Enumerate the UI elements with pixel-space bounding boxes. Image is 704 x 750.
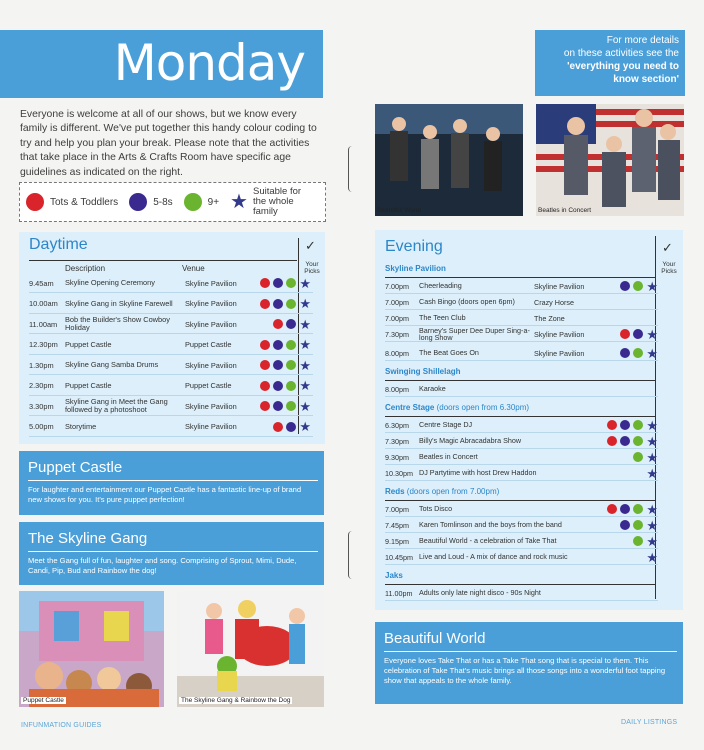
venue-cell: Skyline Pavilion bbox=[534, 281, 585, 291]
divider bbox=[385, 380, 655, 381]
venue-cell: Puppet Castle bbox=[185, 340, 232, 349]
puppet-castle-box bbox=[19, 451, 324, 515]
table-row bbox=[385, 450, 658, 465]
suitability-marks bbox=[247, 338, 313, 351]
table-row bbox=[385, 382, 658, 397]
suitability-marks bbox=[596, 419, 658, 432]
section-note: (doors open from 6.30pm) bbox=[436, 403, 530, 412]
legend-family-label: Suitable for the whole family bbox=[252, 186, 302, 217]
table-row bbox=[29, 336, 313, 355]
time-cell: 7.30pm bbox=[385, 329, 409, 339]
venue-section-heading bbox=[385, 571, 403, 580]
description-cell: Karaoke bbox=[419, 384, 446, 394]
description-cell: Cheerleading bbox=[419, 281, 462, 291]
suitability-marks bbox=[596, 535, 658, 548]
time-cell: 8.00pm bbox=[385, 348, 409, 358]
legend-tots-label: Tots & Toddlers bbox=[50, 196, 119, 208]
time-cell: 8.00pm bbox=[385, 384, 409, 394]
legend-nine bbox=[184, 193, 219, 211]
description-cell: The Beat Goes On bbox=[419, 348, 479, 358]
time-cell: 7.00pm bbox=[385, 313, 409, 323]
star-icon: ★ bbox=[646, 449, 658, 465]
details-line1: For more details bbox=[606, 35, 679, 46]
time-cell: 10.45pm bbox=[385, 552, 413, 562]
description-cell: Puppet Castle bbox=[65, 380, 112, 390]
description-cell: DJ Partytime with host Drew Haddon bbox=[419, 468, 537, 478]
red-dot-icon bbox=[273, 319, 283, 329]
venue-cell: Skyline Pavilion bbox=[534, 329, 585, 339]
purple-dot-icon bbox=[286, 422, 296, 432]
footer-right: DAILY LISTINGS bbox=[621, 719, 678, 726]
puppet-castle-photo bbox=[19, 591, 164, 707]
description-cell: Skyline Gang in Skyline Farewell bbox=[65, 298, 173, 308]
description-cell: Skyline Gang Samba Drums bbox=[65, 360, 159, 369]
table-row bbox=[385, 327, 658, 342]
green-dot-icon bbox=[286, 299, 296, 309]
green-dot-icon bbox=[286, 278, 296, 288]
section-name: Centre Stage bbox=[385, 403, 435, 412]
beatles-caption: Beatles in Concert bbox=[538, 207, 592, 214]
table-row bbox=[29, 315, 313, 334]
purple-dot-icon bbox=[273, 401, 283, 411]
section-name: Reds bbox=[385, 487, 405, 496]
divider bbox=[385, 584, 655, 585]
star-icon: ★ bbox=[299, 316, 311, 332]
suitability-marks bbox=[247, 420, 313, 433]
beautiful-world-box bbox=[375, 622, 683, 704]
description-cell: Beautiful World - a celebration of Take That bbox=[419, 536, 557, 546]
green-dot-icon bbox=[633, 348, 643, 358]
purple-dot-icon bbox=[273, 360, 283, 370]
evening-schedule bbox=[375, 230, 683, 610]
purple-dot-icon bbox=[129, 193, 147, 211]
star-icon: ★ bbox=[299, 419, 311, 434]
green-dot-icon bbox=[633, 536, 643, 546]
time-cell: 7.00pm bbox=[385, 504, 409, 514]
star-icon: ★ bbox=[646, 501, 658, 517]
checkmark-icon: ✓ bbox=[305, 238, 316, 253]
description-cell: Bob the Builder's Show Cowboy Holiday bbox=[65, 315, 170, 332]
red-dot-icon bbox=[26, 193, 44, 211]
red-dot-icon bbox=[260, 360, 270, 370]
beautiful-world-photo bbox=[375, 104, 523, 216]
divider bbox=[385, 500, 655, 501]
title-bar bbox=[0, 30, 323, 98]
puppet-castle-caption: Puppet Castle bbox=[23, 697, 64, 704]
time-cell: 11.00am bbox=[29, 319, 58, 329]
description-cell: Centre Stage DJ bbox=[419, 420, 473, 430]
purple-dot-icon bbox=[620, 281, 630, 291]
table-row bbox=[29, 295, 313, 314]
red-dot-icon bbox=[260, 401, 270, 411]
venue-cell: Skyline Pavilion bbox=[185, 299, 237, 308]
skyline-gang-box bbox=[19, 522, 324, 585]
legend-tots bbox=[26, 193, 118, 211]
description-cell: The Teen Club bbox=[419, 313, 466, 323]
section-name: Jaks bbox=[385, 571, 403, 580]
star-icon: ★ bbox=[646, 417, 658, 433]
star-icon: ★ bbox=[299, 275, 311, 291]
green-dot-icon bbox=[286, 340, 296, 350]
colour-legend bbox=[19, 182, 326, 222]
star-icon: ★ bbox=[299, 337, 311, 352]
star-icon: ★ bbox=[299, 378, 311, 393]
green-dot-icon bbox=[633, 520, 643, 530]
description-cell: Beatles in Concert bbox=[419, 452, 478, 462]
suitability-marks bbox=[596, 435, 658, 448]
skyline-gang-caption: The Skyline Gang & Rainbow the Dog bbox=[181, 697, 291, 704]
venue-cell: The Zone bbox=[534, 313, 565, 323]
star-icon: ★ bbox=[646, 533, 658, 549]
puppet-castle-text: For laughter and entertainment our Puppet Castle has a fantastic line-up of brand new shows for you. It's pure puppet perfection! bbox=[28, 485, 302, 504]
description-header: Description bbox=[65, 264, 106, 273]
table-row bbox=[385, 534, 658, 549]
time-cell: 9.45am bbox=[29, 278, 54, 288]
purple-dot-icon bbox=[620, 504, 630, 514]
time-cell: 10.00am bbox=[29, 299, 58, 308]
table-row bbox=[29, 356, 313, 375]
time-cell: 12.30pm bbox=[29, 340, 58, 349]
beatles-photo bbox=[536, 104, 684, 216]
your-picks-label: Your Picks bbox=[661, 261, 677, 275]
table-row bbox=[29, 274, 313, 293]
green-dot-icon bbox=[184, 193, 202, 211]
legend-family bbox=[230, 187, 315, 217]
green-dot-icon bbox=[633, 436, 643, 446]
suitability-marks bbox=[596, 503, 658, 516]
description-cell: Tots Disco bbox=[419, 504, 453, 514]
green-dot-icon bbox=[286, 360, 296, 370]
purple-dot-icon bbox=[620, 436, 630, 446]
red-dot-icon bbox=[607, 436, 617, 446]
red-dot-icon bbox=[260, 299, 270, 309]
table-row bbox=[385, 434, 658, 449]
venue-section-heading bbox=[385, 264, 446, 273]
time-cell: 7.30pm bbox=[385, 436, 409, 446]
green-dot-icon bbox=[633, 281, 643, 291]
red-dot-icon bbox=[607, 504, 617, 514]
footer-left: INFUNMATION GUIDES bbox=[21, 722, 102, 729]
green-dot-icon bbox=[633, 420, 643, 430]
purple-dot-icon bbox=[273, 381, 283, 391]
purple-dot-icon bbox=[633, 329, 643, 339]
details-line2: on these activities see the bbox=[563, 48, 679, 59]
page-title: Monday bbox=[113, 34, 305, 92]
star-icon: ★ bbox=[646, 465, 658, 481]
venue-cell: Skyline Pavilion bbox=[185, 319, 237, 329]
table-row bbox=[385, 295, 658, 310]
evening-title: Evening bbox=[385, 238, 443, 255]
time-cell: 2.30pm bbox=[29, 381, 54, 390]
skyline-gang-title: The Skyline Gang bbox=[28, 530, 148, 547]
time-cell: 7.45pm bbox=[385, 520, 409, 530]
time-cell: 7.00pm bbox=[385, 297, 409, 307]
star-icon: ★ bbox=[299, 296, 311, 311]
table-row bbox=[385, 311, 658, 326]
red-dot-icon bbox=[620, 329, 630, 339]
time-cell: 1.30pm bbox=[29, 360, 54, 370]
details-line4: know section' bbox=[613, 74, 679, 85]
suitability-marks bbox=[247, 277, 313, 290]
purple-dot-icon bbox=[620, 348, 630, 358]
time-cell: 9.30pm bbox=[385, 452, 409, 462]
suitability-marks bbox=[596, 551, 658, 564]
star-icon: ★ bbox=[646, 278, 658, 294]
purple-dot-icon bbox=[273, 299, 283, 309]
time-cell: 7.00pm bbox=[385, 281, 409, 291]
green-dot-icon bbox=[286, 401, 296, 411]
star-icon: ★ bbox=[646, 326, 658, 342]
red-dot-icon bbox=[273, 422, 283, 432]
red-dot-icon bbox=[607, 420, 617, 430]
suitability-marks bbox=[596, 451, 658, 464]
section-name: Swinging Shillelagh bbox=[385, 367, 461, 376]
star-icon: ★ bbox=[646, 517, 658, 533]
intro-text: Everyone is welcome at all of our shows, but we know every family is different. We've put together this handy colour coding to try and help you plan your break. Please note that the activities that take place in the Arts & Crafts Room have specific age guidelines as indicated on the right. bbox=[20, 109, 317, 178]
suitability-marks bbox=[596, 467, 658, 480]
suitability-marks bbox=[247, 359, 313, 372]
table-row bbox=[385, 418, 658, 433]
your-picks-label: Your Picks bbox=[304, 261, 320, 275]
venue-cell: Puppet Castle bbox=[185, 381, 232, 390]
divider bbox=[385, 416, 655, 417]
suitability-marks bbox=[596, 347, 658, 360]
purple-dot-icon bbox=[273, 278, 283, 288]
suitability-marks bbox=[247, 297, 313, 310]
purple-dot-icon bbox=[286, 319, 296, 329]
red-dot-icon bbox=[260, 381, 270, 391]
time-cell: 11.00pm bbox=[385, 588, 413, 598]
venue-cell: Crazy Horse bbox=[534, 297, 574, 307]
suitability-marks bbox=[596, 328, 658, 341]
time-cell: 6.30pm bbox=[385, 420, 409, 430]
time-cell: 3.30pm bbox=[29, 401, 54, 411]
green-dot-icon bbox=[286, 381, 296, 391]
beautiful-world-title: Beautiful World bbox=[384, 630, 486, 647]
venue-section-heading bbox=[385, 367, 461, 376]
suitability-marks bbox=[247, 400, 313, 413]
staple-icon bbox=[348, 146, 356, 192]
venue-cell: Skyline Pavilion bbox=[534, 348, 585, 358]
description-cell: Billy's Magic Abracadabra Show bbox=[419, 436, 522, 446]
table-row bbox=[385, 550, 658, 565]
star-icon: ★ bbox=[299, 398, 311, 414]
time-cell: 9.15pm bbox=[385, 536, 409, 546]
star-icon: ★ bbox=[646, 549, 658, 565]
purple-dot-icon bbox=[620, 420, 630, 430]
description-cell: Skyline Opening Ceremony bbox=[65, 278, 155, 287]
legend-nine-label: 9+ bbox=[207, 196, 220, 208]
description-cell: Skyline Gang in Meet the Gang followed by a photoshoot bbox=[65, 397, 168, 414]
table-row bbox=[385, 346, 658, 361]
suitability-marks bbox=[596, 280, 658, 293]
description-cell: Barney's Super Dee Duper Sing-a-long Show bbox=[419, 325, 530, 342]
divider bbox=[29, 260, 297, 261]
venue-section-heading bbox=[385, 403, 529, 412]
purple-dot-icon bbox=[273, 340, 283, 350]
details-line3: 'everything you need to bbox=[567, 61, 679, 72]
section-note: (doors open from 7.00pm) bbox=[406, 487, 500, 496]
star-icon: ★ bbox=[230, 191, 248, 213]
beautiful-world-text: Everyone loves Take That or has a Take That song that is special to them. This celebration of Take That's music brings all those songs into a wonderful foot tapping show that appeals to the whole family. bbox=[384, 656, 666, 685]
table-row bbox=[29, 397, 313, 416]
legend-kids bbox=[129, 193, 172, 211]
star-icon: ★ bbox=[646, 345, 658, 361]
green-dot-icon bbox=[633, 452, 643, 462]
divider bbox=[385, 277, 655, 278]
star-icon: ★ bbox=[646, 433, 658, 449]
description-cell: Karen Tomlinson and the boys from the band bbox=[419, 520, 562, 530]
puppet-castle-title: Puppet Castle bbox=[28, 459, 123, 476]
table-row bbox=[385, 502, 658, 517]
venue-section-heading bbox=[385, 487, 499, 496]
description-cell: Storytime bbox=[65, 421, 97, 431]
venue-cell: Skyline Pavilion bbox=[185, 278, 237, 288]
description-cell: Adults only late night disco - 90s Night bbox=[419, 588, 541, 598]
skyline-gang-text: Meet the Gang full of fun, laughter and song. Comprising of Sprout, Mimi, Dude, Candi, Pip, Bud and Rainbow the dog! bbox=[28, 556, 297, 575]
venue-cell: Skyline Pavilion bbox=[185, 401, 237, 411]
suitability-marks bbox=[247, 318, 313, 331]
red-dot-icon bbox=[260, 340, 270, 350]
checkmark-icon: ✓ bbox=[662, 240, 673, 255]
table-row bbox=[385, 518, 658, 533]
staple-icon bbox=[348, 531, 356, 579]
suitability-marks bbox=[247, 379, 313, 392]
description-cell: Cash Bingo (doors open 6pm) bbox=[419, 297, 515, 307]
description-cell: Live and Loud - A mix of dance and rock music bbox=[419, 552, 568, 562]
suitability-marks bbox=[596, 519, 658, 532]
table-row bbox=[385, 279, 658, 294]
table-row bbox=[385, 586, 658, 601]
beautiful-world-caption: Beautiful World bbox=[377, 207, 421, 214]
red-dot-icon bbox=[260, 278, 270, 288]
table-row bbox=[29, 377, 313, 396]
green-dot-icon bbox=[633, 504, 643, 514]
legend-kids-label: 5-8s bbox=[153, 196, 173, 208]
section-name: Skyline Pavilion bbox=[385, 264, 446, 273]
daytime-title: Daytime bbox=[29, 236, 88, 253]
details-box bbox=[535, 30, 685, 96]
venue-cell: Skyline Pavilion bbox=[185, 422, 237, 431]
description-cell: Puppet Castle bbox=[65, 339, 112, 349]
venue-header: Venue bbox=[182, 264, 205, 273]
table-row bbox=[385, 466, 658, 481]
skyline-gang-photo bbox=[177, 591, 324, 707]
daytime-schedule bbox=[19, 232, 325, 444]
table-row bbox=[29, 418, 313, 437]
purple-dot-icon bbox=[620, 520, 630, 530]
time-cell: 10.30pm bbox=[385, 468, 413, 478]
venue-cell: Skyline Pavilion bbox=[185, 360, 237, 370]
time-cell: 5.00pm bbox=[29, 422, 54, 431]
star-icon: ★ bbox=[299, 357, 311, 373]
